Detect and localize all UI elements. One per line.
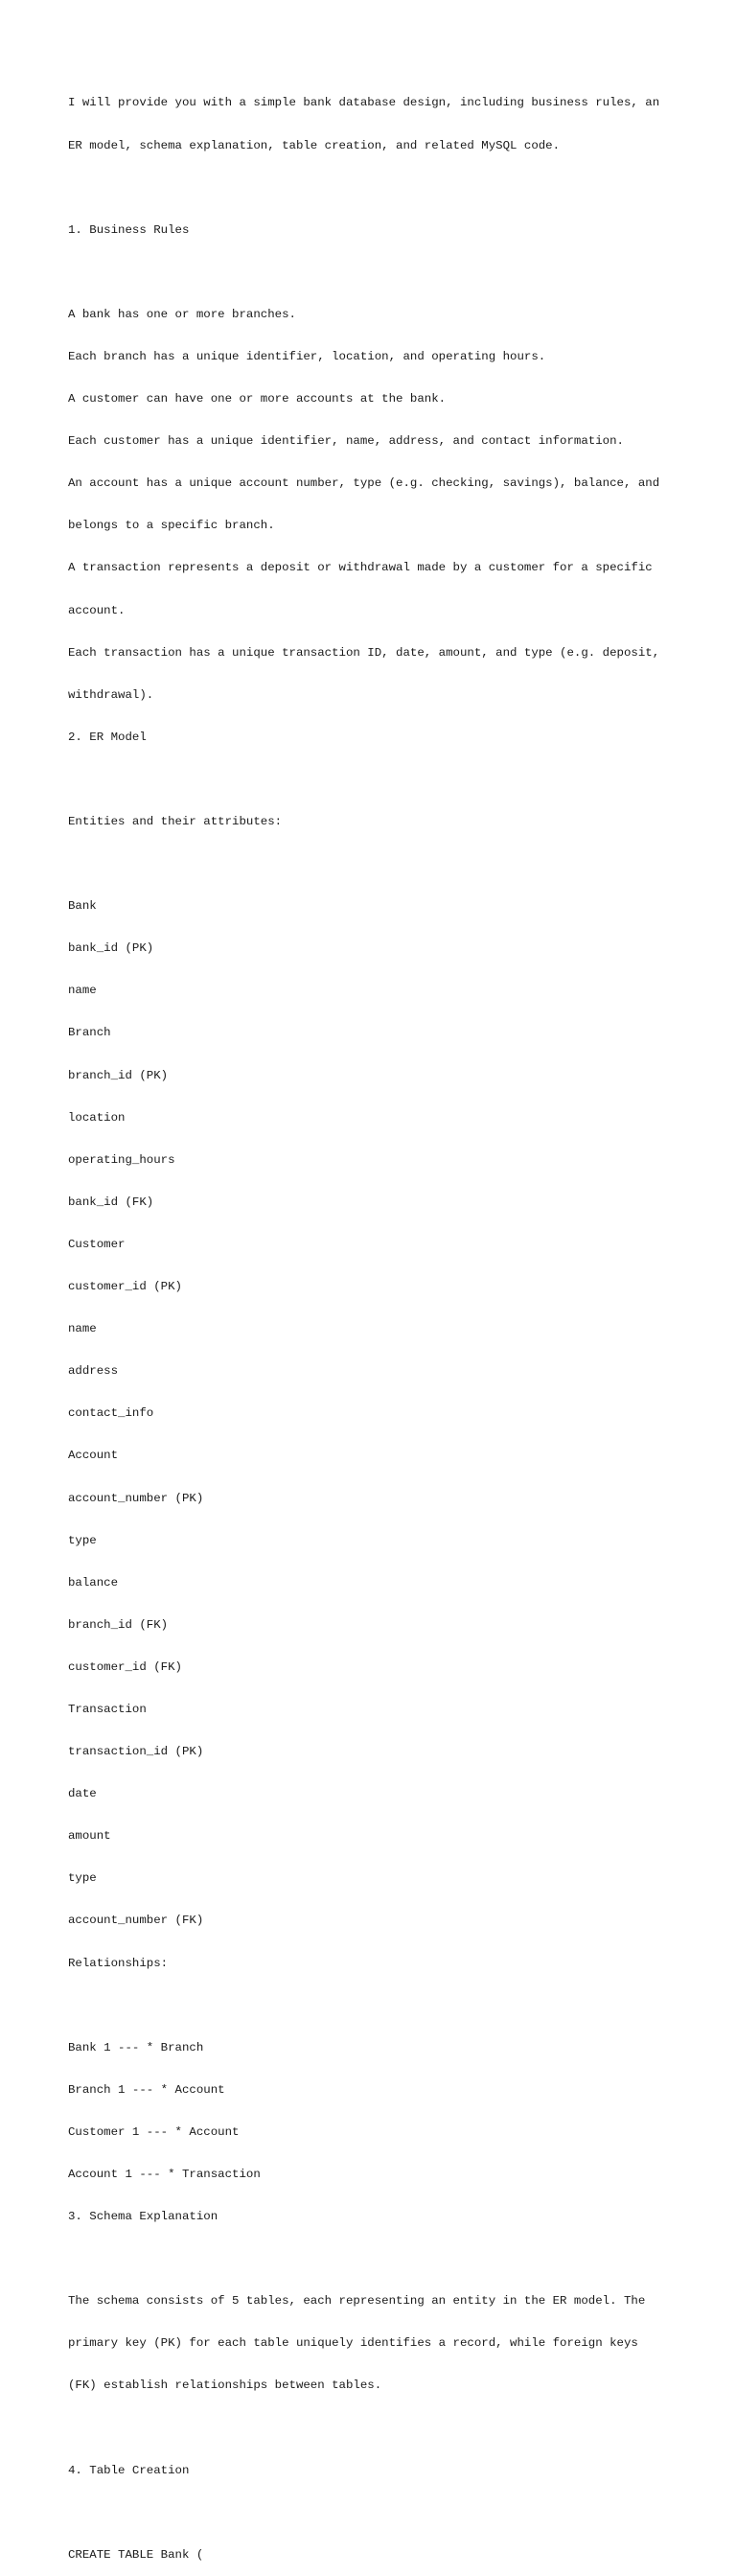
text-line: withdrawal).: [68, 687, 154, 702]
text-line: An account has a unique account number, type (e.g. checking, savings), balance, and: [68, 476, 660, 491]
entity-name: Transaction: [68, 1702, 147, 1716]
entity-attribute: amount: [68, 1829, 111, 1844]
blank-line: [68, 773, 681, 787]
document-body: [68, 68, 681, 2576]
text-line: (FK) establish relationships between tables.: [68, 2379, 382, 2393]
entity-attribute: branch_id (FK): [68, 1617, 169, 1632]
text-line: primary key (PK) for each table uniquely identifies a record, while foreign keys: [68, 2336, 638, 2351]
text-line: Each transaction has a unique transaction ID, date, amount, and type (e.g. deposit,: [68, 645, 660, 660]
code-line: CREATE TABLE Bank (: [68, 2547, 204, 2562]
text-line: A bank has one or more branches.: [68, 307, 296, 321]
entity-attribute: name: [68, 984, 97, 998]
entity-attribute: type: [68, 1871, 97, 1886]
text-line: A customer can have one or more accounts at the bank.: [68, 392, 447, 406]
section-heading: 1. Business Rules: [68, 222, 190, 237]
entity-name: Bank: [68, 899, 97, 914]
entity-attribute: account_number (FK): [68, 1914, 204, 1928]
blank-line: [68, 181, 681, 196]
entity-name: Customer: [68, 1237, 126, 1251]
section-heading: 4. Table Creation: [68, 2463, 190, 2477]
blank-line: [68, 1999, 681, 2013]
entity-attribute: customer_id (PK): [68, 1280, 182, 1294]
entity-attribute: operating_hours: [68, 1152, 175, 1167]
text-line: Each branch has a unique identifier, location, and operating hours.: [68, 349, 546, 363]
text-line: belongs to a specific branch.: [68, 519, 275, 533]
text-line: ER model, schema explanation, table creation, and related MySQL code.: [68, 138, 561, 152]
text-line: Each customer has a unique identifier, name, address, and contact information.: [68, 434, 624, 449]
text-line: Entities and their attributes:: [68, 815, 283, 828]
relationship-line: Account 1 --- * Transaction: [68, 2168, 261, 2181]
relationship-line: Branch 1 --- * Account: [68, 2082, 225, 2097]
entity-attribute: account_number (PK): [68, 1491, 204, 1505]
entity-attribute: bank_id (FK): [68, 1195, 154, 1209]
entity-attribute: name: [68, 1322, 97, 1336]
text-line: I will provide you with a simple bank database design, including business rules, an: [68, 96, 660, 110]
blank-line: [68, 857, 681, 871]
entity-attribute: customer_id (FK): [68, 1659, 182, 1674]
entity-attribute: contact_info: [68, 1406, 154, 1421]
text-line: account.: [68, 603, 126, 617]
blank-line: [68, 2506, 681, 2520]
section-heading: 3. Schema Explanation: [68, 2210, 218, 2224]
relationship-line: Customer 1 --- * Account: [68, 2124, 240, 2139]
entity-attribute: balance: [68, 1575, 119, 1590]
entity-attribute: location: [68, 1110, 126, 1125]
blank-line: [68, 2422, 681, 2436]
entity-attribute: address: [68, 1364, 119, 1379]
blank-line: [68, 2252, 681, 2266]
text-line: The schema consists of 5 tables, each representing an entity in the ER model. The: [68, 2294, 646, 2309]
text-line: A transaction represents a deposit or withdrawal made by a customer for a specific: [68, 561, 653, 575]
entity-attribute: transaction_id (PK): [68, 1745, 204, 1759]
section-heading: 2. ER Model: [68, 730, 147, 744]
entity-attribute: bank_id (PK): [68, 941, 154, 956]
entity-name: Branch: [68, 1026, 111, 1040]
entity-name: Account: [68, 1449, 119, 1463]
blank-line: [68, 266, 681, 280]
entity-attribute: type: [68, 1533, 97, 1547]
entity-attribute: date: [68, 1787, 97, 1801]
text-line: Relationships:: [68, 1956, 169, 1970]
entity-attribute: branch_id (PK): [68, 1068, 169, 1082]
relationship-line: Bank 1 --- * Branch: [68, 2040, 204, 2054]
